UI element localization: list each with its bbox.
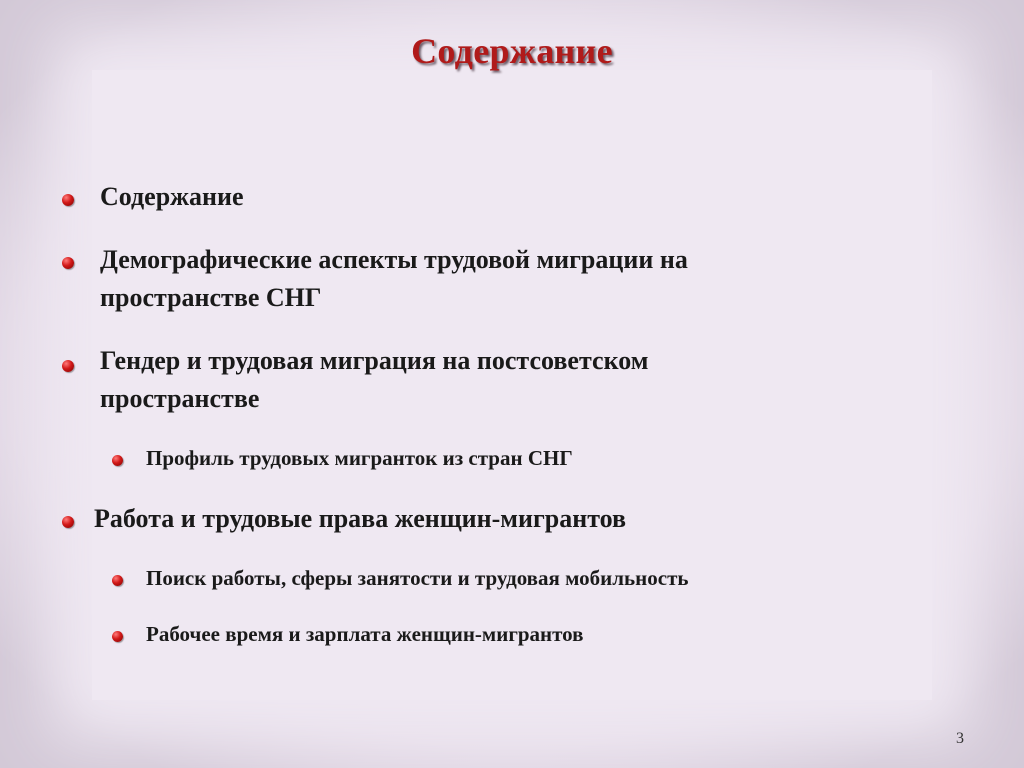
list-item-line: Профиль трудовых мигранток из стран СНГ	[146, 446, 573, 470]
list-item	[100, 178, 244, 216]
list-item-line: Гендер и трудовая миграция на постсоветском	[100, 346, 649, 375]
list-item	[146, 620, 584, 648]
slide-title: Содержание	[411, 31, 613, 71]
bullet-icon	[112, 455, 123, 466]
list-item-line: Работа и трудовые права женщин-мигрантов	[94, 504, 627, 533]
list-item-line: пространстве СНГ	[100, 283, 322, 312]
list-item	[146, 444, 573, 472]
list-item	[146, 564, 689, 592]
list-item-line: Рабочее время и зарплата женщин-мигрантов	[146, 622, 584, 646]
list-item	[94, 500, 626, 538]
bullet-icon	[62, 360, 74, 372]
bullet-icon	[62, 194, 74, 206]
list-item-line: пространстве	[100, 384, 260, 413]
list-item-line: Демографические аспекты трудовой миграции на	[100, 245, 688, 274]
bullet-icon	[112, 575, 123, 586]
bullet-icon	[112, 631, 123, 642]
bullet-icon	[62, 257, 74, 269]
list-item	[100, 241, 688, 317]
list-item	[100, 342, 648, 418]
list-item-line: Содержание	[100, 182, 244, 211]
bullet-icon	[62, 516, 74, 528]
page-number: 3	[956, 730, 964, 747]
list-item-line: Поиск работы, сферы занятости и трудовая мобильность	[146, 566, 689, 590]
